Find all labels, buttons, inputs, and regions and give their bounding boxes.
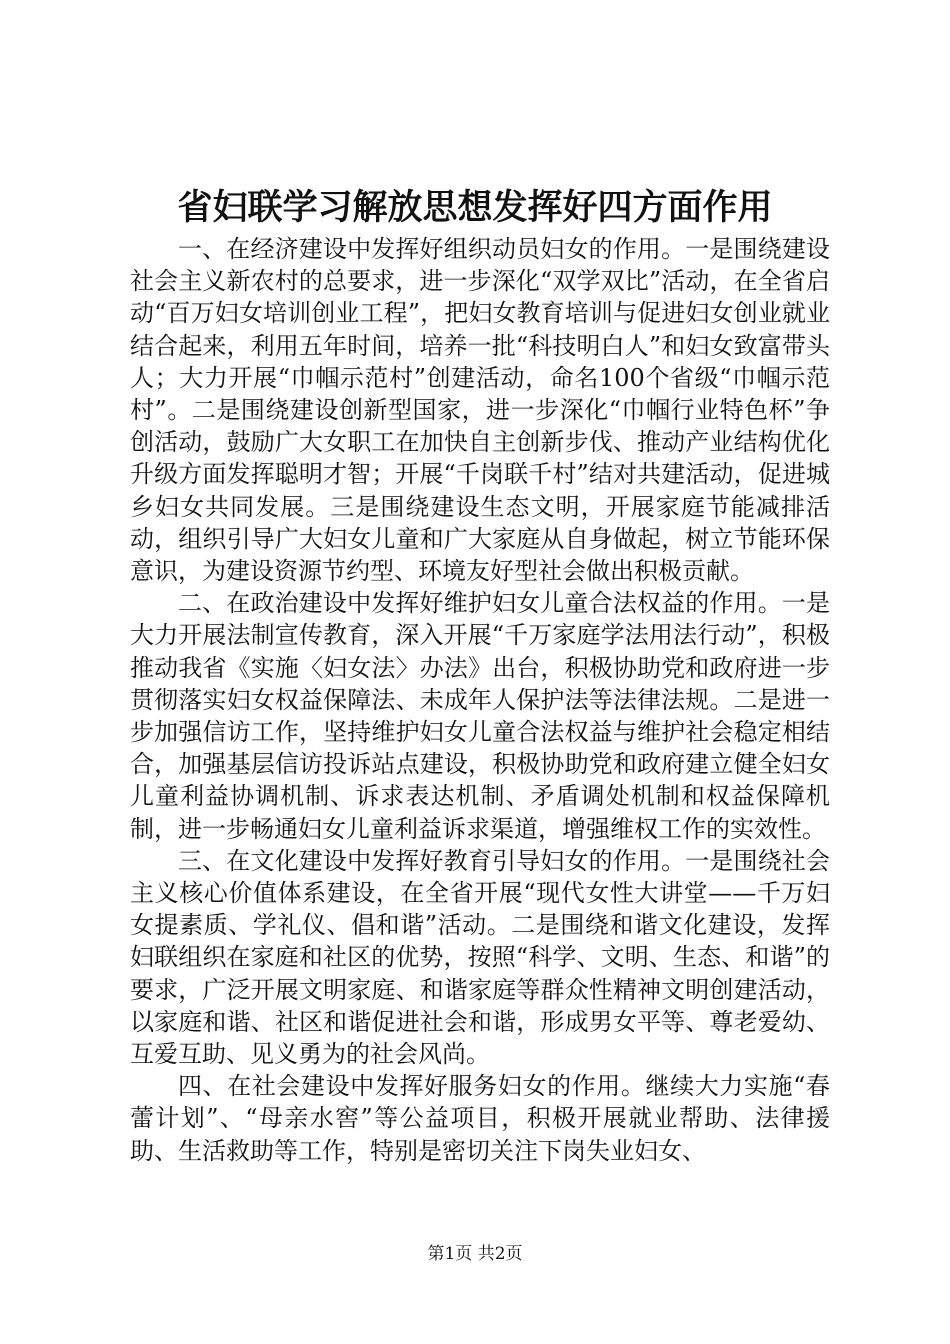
page-footer: 第1页 共2页 [427, 1244, 523, 1264]
paragraph-political: 二、在政治建设中发挥好维护妇女儿童合法权益的作用。一是大力开展法制宣传教育，深入开展“千万家庭学法用法行动”，积极推动我省《实施〈妇女法〉办法》出台，积极协助党和政府进一步贯彻落实妇女权益保障法、未成年人保护法等法律法规。二是进一步加强信访工作，坚持维护妇女儿童合法权益与维护社会稳定相结合，加强基层信访投诉站点建设，积极协助党和政府建立健全妇女儿童利益协调机制、诉求表达机制、矛盾调处机制和权益保障机制，进一步畅通妇女儿童利益诉求渠道，增强维权工作的实效性。 [130, 589, 830, 843]
paragraph-cultural: 三、在文化建设中发挥好教育引导妇女的作用。一是围绕社会主义核心价值体系建设，在全省开展“现代女性大讲堂——千万妇女提素质、学礼仪、倡和谐”活动。二是围绕和谐文化建设，发挥妇联组织在家庭和社区的优势，按照“科学、文明、生态、和谐”的要求，广泛开展文明家庭、和谐家庭等群众性精神文明创建活动，以家庭和谐、社区和谐促进社会和谐，形成男女平等、尊老爱幼、互爱互助、见义勇为的社会风尚。 [130, 846, 830, 1069]
paragraph-economic: 一、在经济建设中发挥好组织动员妇女的作用。一是围绕建设社会主义新农村的总要求，进一步深化“双学双比”活动，在全省启动“百万妇女培训创业工程”，把妇女教育培训与促进妇女创业就业结合起来，利用五年时间，培养一批“科技明白人”和妇女致富带头人；大力开展“巾帼示范村”创建活动，命名100个省级“巾帼示范村”。二是围绕建设创新型国家，进一步深化“巾帼行业特色杯”争创活动，鼓励广大女职工在加快自主创新步伐、推动产业结构优化升级方面发挥聪明才智；开展“千岗联千村”结对共建活动，促进城乡妇女共同发展。三是围绕建设生态文明，开展家庭节能减排活动，组织引导广大妇女儿童和广大家庭从自身做起，树立节能环保意识，为建设资源节约型、环境友好型社会做出积极贡献。 [130, 235, 830, 586]
paragraph-social: 四、在社会建设中发挥好服务妇女的作用。继续大力实施“春蕾计划”、“母亲水窖”等公益项目，积极开展就业帮助、法律援助、生活救助等工作，特别是密切关注下岗失业妇女、 [130, 1072, 830, 1165]
document-body [130, 233, 830, 1167]
document-title: 省妇联学习解放思想发挥好四方面作用 [177, 187, 773, 228]
